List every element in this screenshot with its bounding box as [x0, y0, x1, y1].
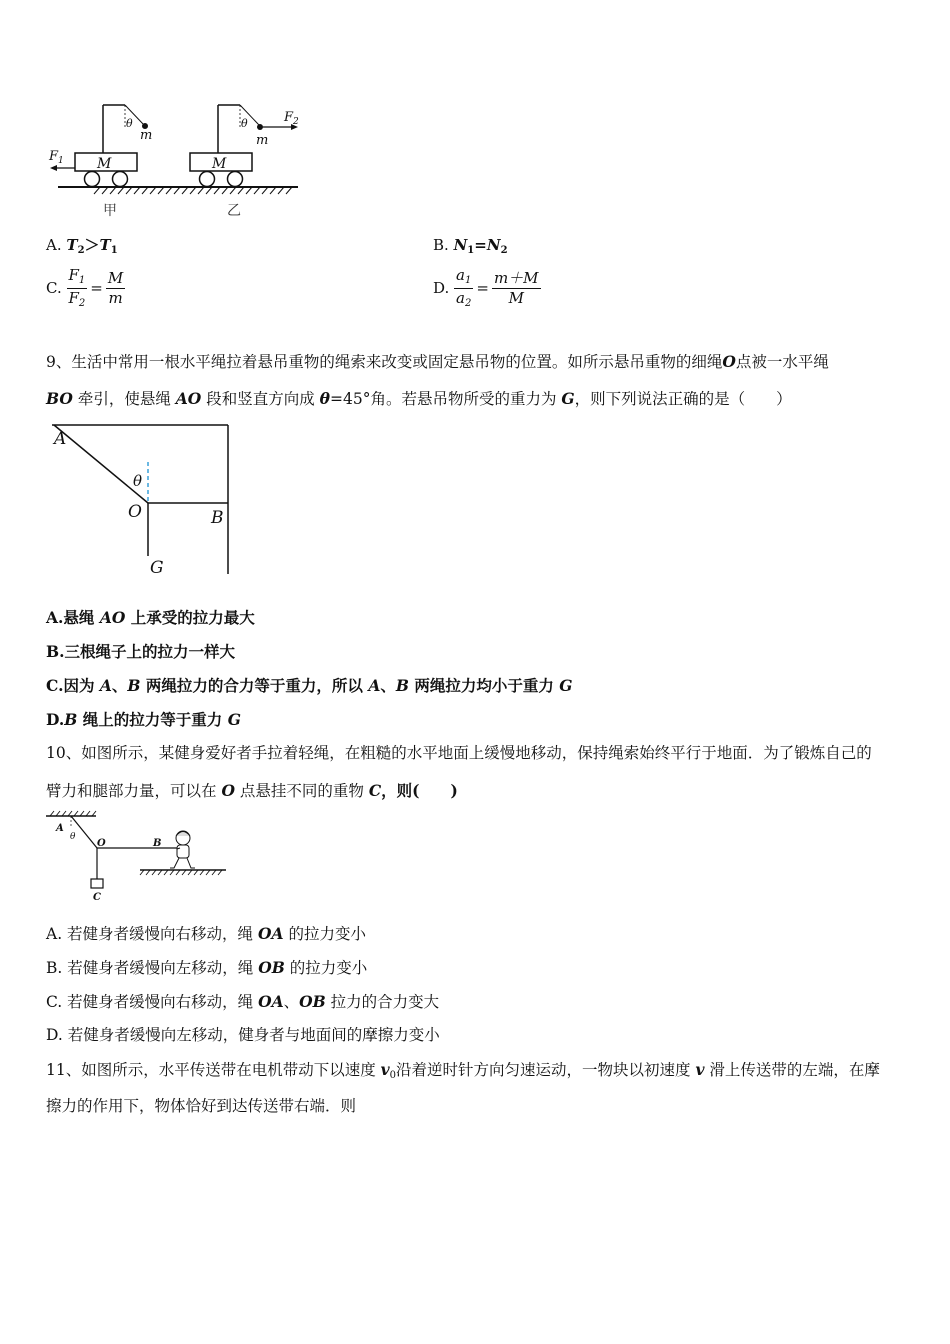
q11-stem-line2: 擦力的作用下，物体恰好到达传送带右端．则 [46, 1097, 357, 1115]
fig8-mass2: m [256, 133, 269, 148]
q9-option-d: D.B 绳上的拉力等于重力 G [46, 710, 241, 729]
fig8-cart2-label: M [212, 156, 227, 172]
fig8-theta2: θ [241, 117, 248, 130]
fraction-m-over-m: $\frac{M}{m}$ [107, 269, 124, 307]
option-label: A. [46, 236, 62, 254]
fig9-label-theta: θ [133, 472, 143, 490]
option-label: C. [46, 279, 62, 297]
fig10-label-theta: θ [70, 832, 76, 842]
fig9-label-a: A [54, 429, 67, 449]
figure-q10 [42, 810, 232, 906]
q9-option-b: B.三根绳子上的拉力一样大 [46, 642, 235, 661]
q10-option-c: C. 若健身者缓慢向右移动，绳 OA、OB 拉力的合力变大 [46, 992, 440, 1011]
q10-option-a: A. 若健身者缓慢向右移动，绳 OA 的拉力变小 [46, 924, 366, 943]
q8-option-b: B. $N_1=N_2$ [433, 236, 508, 256]
q9-option-c: C.因为 A、B 两绳拉力的合力等于重力，所以 A、B 两绳拉力均小于重力 G [46, 676, 573, 695]
q8-option-c: C. $\frac{F_1}{F_2}$ = $\frac{M}{m}$ [46, 266, 124, 309]
q9-stem-line1: 9、生活中常用一根水平绳拉着悬吊重物的绳索来改变或固定悬吊物的位置。如所示悬吊重物的细绳O点被一水平绳 [46, 352, 829, 371]
fig8-mass1: m [140, 128, 153, 143]
q10-option-b: B. 若健身者缓慢向左移动，绳 OB 的拉力变小 [46, 958, 368, 977]
fraction-mM-over-M: $\frac{m+M}{M}$ [493, 269, 539, 307]
fig10-label-o: O [97, 838, 106, 849]
q10-stem-line1: 10、如图所示，某健身爱好者手拉着轻绳，在粗糙的水平地面上缓慢地移动，保持绳索始终平行于地面．为了锻炼自己的 [46, 744, 872, 762]
person-icon [170, 831, 195, 868]
q9-stem-line2: BO 牵引，使悬绳 AO 段和竖直方向成 θ=45°角。若悬吊物所受的重力为 G，则下列说法正确的是（ ） [46, 389, 792, 408]
fig9-label-g: G [150, 558, 164, 578]
fig8-theta1: θ [126, 117, 133, 130]
fraction-f1-f2: $\frac{F_1}{F_2}$ [68, 266, 86, 309]
fig10-label-b: B [153, 838, 162, 849]
q8-option-d: D. $\frac{a_1}{a_2}$ = $\frac{m+M}{M}$ [433, 266, 539, 309]
q8-option-a: A. $T_2>T_1$ [46, 236, 118, 256]
fig9-label-b: B [211, 508, 224, 528]
q11-stem-line1: 11、如图所示，水平传送带在电机带动下以速度 $v_0$沿着逆时针方向匀速运动，一物块以初速度 v 滑上传送带的左端，在摩 [46, 1060, 880, 1081]
fig8-f2: $F_2$ [284, 110, 299, 127]
figure-q8 [40, 95, 310, 225]
fig10-label-c: C [93, 892, 101, 903]
fig8-caption-jia: 甲 [103, 203, 117, 219]
fig10-label-a: A [56, 823, 64, 834]
option-label: B. [433, 236, 449, 254]
option-label: D. [433, 279, 450, 297]
fig8-f1: $F_1$ [49, 149, 64, 166]
fig8-cart1-label: M [97, 156, 112, 172]
q10-stem-line2: 臂力和腿部力量，可以在 O 点悬挂不同的重物 C，则( ) [46, 781, 458, 800]
fraction-a1-a2: $\frac{a_1}{a_2}$ [456, 266, 472, 309]
figure-q9 [44, 418, 244, 583]
q10-option-d: D. 若健身者缓慢向左移动，健身者与地面间的摩擦力变小 [46, 1026, 440, 1044]
q9-option-a: A.悬绳 AO 上承受的拉力最大 [46, 608, 255, 627]
fig8-caption-yi: 乙 [227, 203, 241, 219]
fig9-label-o: O [128, 502, 142, 522]
